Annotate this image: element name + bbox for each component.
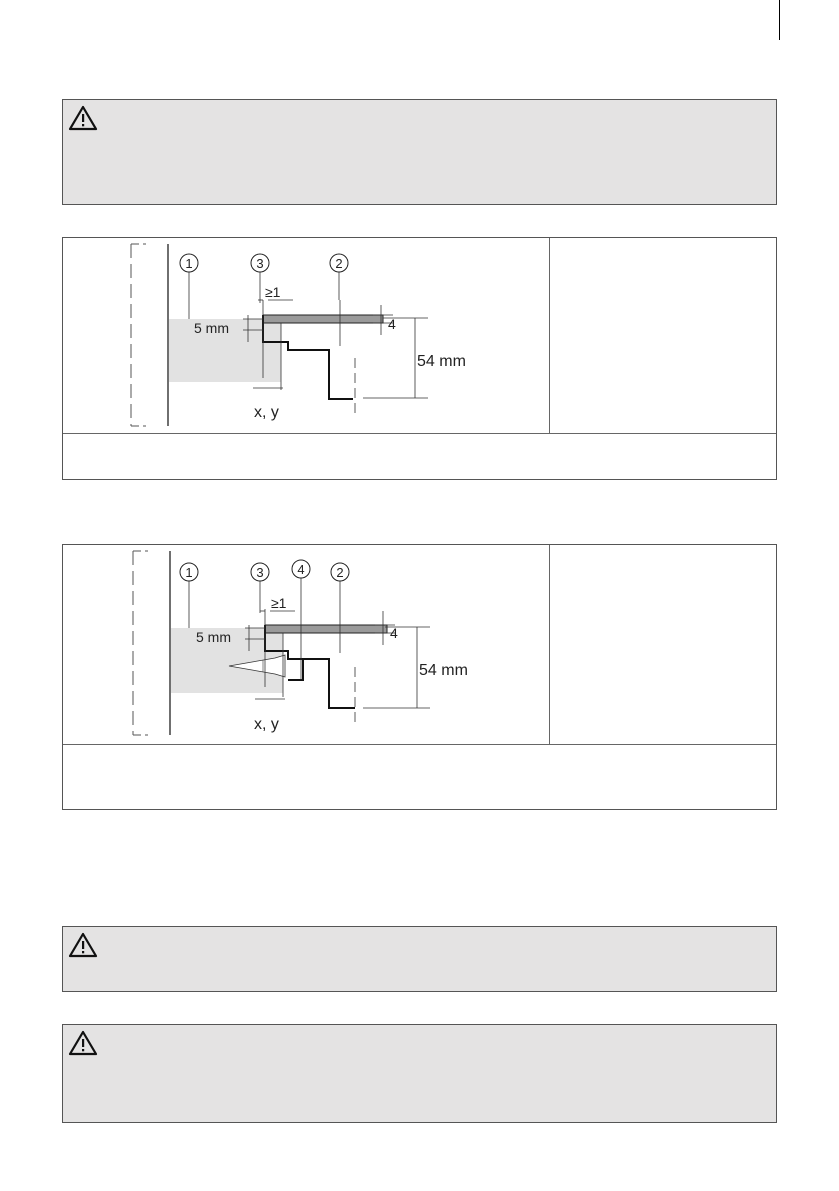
figure-box-1 (62, 237, 777, 480)
figure-divider-horizontal (63, 744, 776, 745)
figure-divider-vertical (549, 545, 550, 744)
warning-box-3 (62, 1024, 777, 1123)
figure-divider-vertical (549, 238, 550, 433)
depth-label: 5 mm (196, 629, 231, 645)
figure-divider-horizontal (63, 433, 776, 434)
gap-label: ≥1 (265, 284, 281, 300)
height-label: 54 mm (419, 662, 468, 679)
callout-3: 3 (256, 565, 264, 580)
figure-box-2 (62, 544, 777, 810)
crop-mark (779, 0, 780, 40)
xy-label: x, y (254, 404, 279, 421)
xy-label: x, y (254, 716, 279, 733)
warning-triangle-icon (68, 105, 98, 131)
thickness-label: 4 (388, 316, 396, 332)
hob-glass (265, 625, 387, 633)
height-label: 54 mm (417, 353, 466, 370)
gap-label: ≥1 (271, 595, 287, 611)
callout-4: 4 (297, 562, 305, 577)
callout-1: 1 (185, 565, 193, 580)
warning-triangle-icon (68, 1030, 98, 1056)
hob-glass (263, 315, 383, 323)
depth-label: 5 mm (194, 320, 229, 336)
thickness-label: 4 (390, 625, 398, 641)
installation-diagram-1 (63, 238, 549, 433)
callout-2: 2 (336, 565, 344, 580)
callout-1: 1 (185, 256, 193, 271)
warning-box-2 (62, 926, 777, 992)
warning-triangle-icon (68, 932, 98, 958)
warning-box-1 (62, 99, 777, 205)
callout-2: 2 (335, 256, 343, 271)
installation-diagram-2 (63, 545, 549, 744)
callout-3: 3 (256, 256, 264, 271)
